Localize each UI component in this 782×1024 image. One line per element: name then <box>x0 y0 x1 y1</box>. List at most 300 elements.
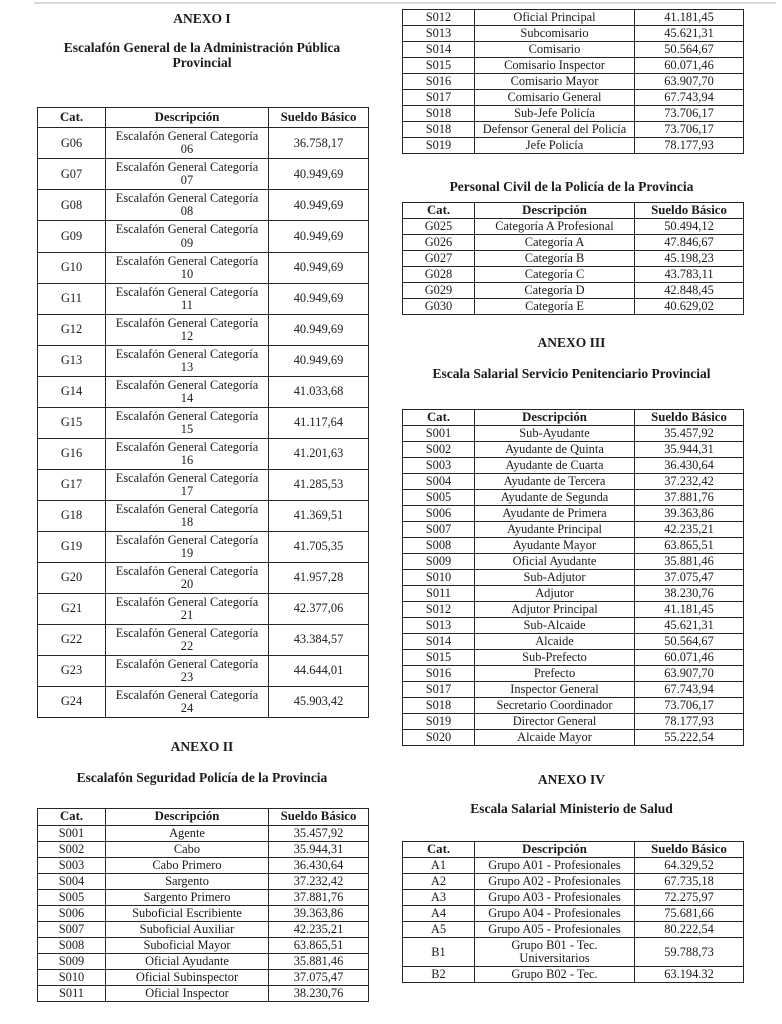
table-row <box>403 714 744 730</box>
table-row <box>38 345 369 376</box>
cell-cat: S018 <box>403 122 475 138</box>
cell-desc: Sub-Adjutor <box>475 570 635 586</box>
cell-desc: Adjutor Principal <box>475 602 635 618</box>
cell-cat: G06 <box>38 128 106 159</box>
table-row <box>38 283 369 314</box>
cell-sueldo: 35.944,31 <box>269 841 369 857</box>
cell-desc: Escalafón General Categoría 22 <box>106 624 269 655</box>
column-header: Descripción <box>475 409 635 425</box>
table-row <box>403 299 744 315</box>
cell-cat: S012 <box>403 10 475 26</box>
table-row <box>38 500 369 531</box>
cell-cat: G23 <box>38 655 106 686</box>
cell-desc: Grupo A02 - Profesionales <box>475 874 635 890</box>
anexo-iv-heading <box>400 772 743 788</box>
table-row <box>38 221 369 252</box>
cell-desc: Subcomisario <box>475 26 635 42</box>
table-row <box>403 938 744 967</box>
column-header: Cat. <box>403 841 475 857</box>
cell-cat: S008 <box>403 538 475 554</box>
cell-desc: Suboficial Escribiente <box>106 905 269 921</box>
table-row <box>38 593 369 624</box>
cell-desc: Adjutor <box>475 586 635 602</box>
table-row <box>38 438 369 469</box>
cell-sueldo: 37.075,47 <box>635 570 744 586</box>
table-row <box>403 251 744 267</box>
cell-desc: Comisario General <box>475 90 635 106</box>
column-header: Descripción <box>106 809 269 825</box>
table-row <box>403 602 744 618</box>
column-header: Sueldo Básico <box>269 107 369 127</box>
cell-cat: A1 <box>403 858 475 874</box>
cell-sueldo: 50.564,67 <box>635 634 744 650</box>
cell-sueldo: 41.181,45 <box>635 10 744 26</box>
column-header: Sueldo Básico <box>269 809 369 825</box>
cell-desc: Oficial Ayudante <box>106 953 269 969</box>
heading-line: ANEXO I <box>173 11 231 26</box>
cell-sueldo: 60.071,46 <box>635 58 744 74</box>
cell-cat: G028 <box>403 267 475 283</box>
cell-desc: Oficial Subinspector <box>106 969 269 985</box>
column-header: Cat. <box>38 809 106 825</box>
cell-cat: G11 <box>38 283 106 314</box>
table-row <box>403 106 744 122</box>
cell-desc: Escalafón General Categoría 18 <box>106 500 269 531</box>
cell-sueldo: 38.230,76 <box>635 586 744 602</box>
cell-desc: Sargento Primero <box>106 889 269 905</box>
anexo-i-heading <box>36 11 368 27</box>
anexo-ii-subtitle <box>36 770 368 786</box>
heading-line: Escalafón Seguridad Policía de la Provincia <box>76 769 328 785</box>
cell-sueldo: 36.430,64 <box>269 857 369 873</box>
anexo-ii-table-part2 <box>402 9 744 154</box>
cell-cat: G19 <box>38 531 106 562</box>
table-row <box>38 562 369 593</box>
cell-cat: S002 <box>38 841 106 857</box>
cell-sueldo: 72.275,97 <box>635 890 744 906</box>
cell-cat: S014 <box>403 42 475 58</box>
cell-sueldo: 50.494,12 <box>635 219 744 235</box>
table-row <box>38 937 369 953</box>
cell-sueldo: 35.944,31 <box>635 442 744 458</box>
table-row <box>38 985 369 1001</box>
cell-sueldo: 43.783,11 <box>635 267 744 283</box>
cell-sueldo: 36.758,17 <box>269 128 369 159</box>
cell-desc: Agente <box>106 825 269 841</box>
table-row <box>38 841 369 857</box>
cell-desc: Oficial Inspector <box>106 985 269 1001</box>
column-header: Descripción <box>106 107 269 127</box>
cell-desc: Suboficial Auxiliar <box>106 921 269 937</box>
column-header: Sueldo Básico <box>635 202 744 218</box>
cell-sueldo: 67.743,94 <box>635 682 744 698</box>
cell-cat: S016 <box>403 666 475 682</box>
header-row <box>403 409 744 425</box>
table-row <box>403 42 744 58</box>
cell-sueldo: 41.369,51 <box>269 500 369 531</box>
table-row <box>38 624 369 655</box>
cell-cat: G20 <box>38 562 106 593</box>
table-row <box>403 219 744 235</box>
cell-desc: Comisario Mayor <box>475 74 635 90</box>
cell-desc: Escalafón General Categoría 06 <box>106 128 269 159</box>
cell-cat: G21 <box>38 593 106 624</box>
cell-cat: S008 <box>38 937 106 953</box>
cell-cat: G24 <box>38 686 106 717</box>
heading-line: Escalafón General de la Administración Pública <box>63 39 341 55</box>
cell-desc: Escalafón General Categoría 12 <box>106 314 269 345</box>
cell-desc: Ayudante Mayor <box>475 538 635 554</box>
column-header: Descripción <box>475 202 635 218</box>
cell-cat: G15 <box>38 407 106 438</box>
cell-cat: G026 <box>403 235 475 251</box>
table-row <box>38 825 369 841</box>
cell-desc: Ayudante de Cuarta <box>475 458 635 474</box>
cell-sueldo: 67.735,18 <box>635 874 744 890</box>
cell-desc: Escalafón General Categoría 17 <box>106 469 269 500</box>
table-row <box>38 531 369 562</box>
cell-cat: G22 <box>38 624 106 655</box>
anexo-iv-subtitle <box>400 801 743 817</box>
table-row <box>403 442 744 458</box>
cell-desc: Categoría B <box>475 251 635 267</box>
cell-cat: S009 <box>38 953 106 969</box>
cell-cat: S016 <box>403 74 475 90</box>
table-row <box>38 407 369 438</box>
cell-sueldo: 40.949,69 <box>269 252 369 283</box>
cell-desc: Secretario Coordinador <box>475 698 635 714</box>
cell-sueldo: 63.865,51 <box>269 937 369 953</box>
table-row <box>403 10 744 26</box>
cell-desc: Ayudante Principal <box>475 522 635 538</box>
cell-cat: G030 <box>403 299 475 315</box>
cell-cat: S004 <box>38 873 106 889</box>
cell-desc: Sub-Alcaide <box>475 618 635 634</box>
header-row <box>38 107 369 127</box>
table-row <box>403 522 744 538</box>
cell-desc: Escalafón General Categoría 20 <box>106 562 269 593</box>
cell-desc: Escalafón General Categoría 08 <box>106 190 269 221</box>
cell-sueldo: 44.644,01 <box>269 655 369 686</box>
table-row <box>38 159 369 190</box>
cell-sueldo: 67.743,94 <box>635 90 744 106</box>
heading-line: Provincial <box>172 55 232 71</box>
table-row <box>403 538 744 554</box>
table-row <box>403 890 744 906</box>
cell-cat: S003 <box>403 458 475 474</box>
heading-line: ANEXO IV <box>537 772 606 788</box>
table-row <box>38 905 369 921</box>
cell-sueldo: 63.907,70 <box>635 666 744 682</box>
anexo-i-table <box>37 107 369 718</box>
cell-cat: S001 <box>403 426 475 442</box>
cell-sueldo: 50.564,67 <box>635 42 744 58</box>
cell-sueldo: 42.235,21 <box>269 921 369 937</box>
cell-cat: G08 <box>38 190 106 221</box>
cell-cat: B1 <box>403 938 475 967</box>
cell-sueldo: 41.285,53 <box>269 469 369 500</box>
cell-sueldo: 63.907,70 <box>635 74 744 90</box>
cell-cat: G07 <box>38 159 106 190</box>
table-row <box>403 858 744 874</box>
cell-sueldo: 40.949,69 <box>269 314 369 345</box>
cell-sueldo: 39.363,86 <box>635 506 744 522</box>
cell-cat: S005 <box>403 490 475 506</box>
cell-cat: A3 <box>403 890 475 906</box>
cell-desc: Jefe Policía <box>475 138 635 154</box>
table-row <box>38 469 369 500</box>
column-header: Cat. <box>403 409 475 425</box>
cell-sueldo: 35.457,92 <box>635 426 744 442</box>
cell-sueldo: 45.621,31 <box>635 618 744 634</box>
cell-desc: Escalafón General Categoría 11 <box>106 283 269 314</box>
cell-sueldo: 41.957,28 <box>269 562 369 593</box>
cell-cat: S001 <box>38 825 106 841</box>
table-row <box>403 874 744 890</box>
cell-desc: Director General <box>475 714 635 730</box>
cell-cat: A5 <box>403 922 475 938</box>
cell-sueldo: 40.949,69 <box>269 159 369 190</box>
cell-cat: S019 <box>403 714 475 730</box>
cell-desc: Prefecto <box>475 666 635 682</box>
cell-cat: S003 <box>38 857 106 873</box>
table-row <box>403 730 744 746</box>
cell-desc: Categoría A Profesional <box>475 219 635 235</box>
table-row <box>38 252 369 283</box>
cell-cat: S006 <box>403 506 475 522</box>
cell-sueldo: 42.377,06 <box>269 593 369 624</box>
cell-cat: S010 <box>403 570 475 586</box>
cell-cat: S007 <box>38 921 106 937</box>
cell-sueldo: 47.846,67 <box>635 235 744 251</box>
cell-desc: Grupo A05 - Profesionales <box>475 922 635 938</box>
cell-desc: Escalafón General Categoría 19 <box>106 531 269 562</box>
cell-sueldo: 73.706,17 <box>635 106 744 122</box>
personal-civil-heading <box>400 179 743 195</box>
table-row <box>38 190 369 221</box>
cell-sueldo: 37.232,42 <box>269 873 369 889</box>
cell-sueldo: 78.177,93 <box>635 138 744 154</box>
cell-sueldo: 43.384,57 <box>269 624 369 655</box>
table-row <box>403 235 744 251</box>
cell-cat: S014 <box>403 634 475 650</box>
cell-cat: G13 <box>38 345 106 376</box>
cell-cat: S004 <box>403 474 475 490</box>
cell-desc: Grupo A03 - Profesionales <box>475 890 635 906</box>
cell-desc: Escalafón General Categoría 21 <box>106 593 269 624</box>
cell-desc: Escalafón General Categoría 07 <box>106 159 269 190</box>
cell-desc: Categoría D <box>475 283 635 299</box>
cell-sueldo: 37.232,42 <box>635 474 744 490</box>
anexo-iii-table <box>402 409 744 747</box>
cell-cat: S005 <box>38 889 106 905</box>
table-row <box>403 58 744 74</box>
cell-sueldo: 42.235,21 <box>635 522 744 538</box>
table-row <box>38 655 369 686</box>
cell-sueldo: 40.949,69 <box>269 345 369 376</box>
anexo-i-subtitle <box>36 40 368 71</box>
anexo-iii-heading <box>400 335 743 351</box>
cell-sueldo: 41.033,68 <box>269 376 369 407</box>
cell-desc: Escalafón General Categoría 24 <box>106 686 269 717</box>
table-row <box>403 682 744 698</box>
table-row <box>403 650 744 666</box>
cell-sueldo: 63.865,51 <box>635 538 744 554</box>
cell-desc: Sub-Prefecto <box>475 650 635 666</box>
cell-cat: S018 <box>403 698 475 714</box>
cell-cat: A2 <box>403 874 475 890</box>
cell-cat: S017 <box>403 682 475 698</box>
cell-desc: Oficial Principal <box>475 10 635 26</box>
cell-desc: Inspector General <box>475 682 635 698</box>
cell-sueldo: 40.949,69 <box>269 283 369 314</box>
cell-desc: Ayudante de Tercera <box>475 474 635 490</box>
cell-sueldo: 73.706,17 <box>635 122 744 138</box>
cell-desc: Categoría E <box>475 299 635 315</box>
cell-sueldo: 36.430,64 <box>635 458 744 474</box>
cell-sueldo: 55.222,54 <box>635 730 744 746</box>
cell-desc: Escalafón General Categoría 09 <box>106 221 269 252</box>
anexo-iv-table <box>402 841 744 984</box>
table-row <box>403 570 744 586</box>
cell-cat: S015 <box>403 650 475 666</box>
cell-sueldo: 35.457,92 <box>269 825 369 841</box>
cell-cat: S011 <box>403 586 475 602</box>
cell-desc: Grupo B01 - Tec. Universitarios <box>475 938 635 967</box>
cell-cat: S006 <box>38 905 106 921</box>
table-row <box>403 267 744 283</box>
column-header: Sueldo Básico <box>635 409 744 425</box>
cell-sueldo: 64.329,52 <box>635 858 744 874</box>
cell-desc: Grupo A04 - Profesionales <box>475 906 635 922</box>
cell-cat: G027 <box>403 251 475 267</box>
cell-cat: S018 <box>403 106 475 122</box>
cell-desc: Categoría A <box>475 235 635 251</box>
cell-cat: G025 <box>403 219 475 235</box>
cell-sueldo: 35.881,46 <box>635 554 744 570</box>
cell-sueldo: 80.222,54 <box>635 922 744 938</box>
cell-desc: Alcaide Mayor <box>475 730 635 746</box>
cell-desc: Sargento <box>106 873 269 889</box>
cell-sueldo: 45.198,23 <box>635 251 744 267</box>
table-row <box>403 122 744 138</box>
cell-cat: G12 <box>38 314 106 345</box>
table-row <box>403 26 744 42</box>
table-row <box>403 474 744 490</box>
cell-sueldo: 37.881,76 <box>269 889 369 905</box>
table-row <box>38 921 369 937</box>
cell-desc: Suboficial Mayor <box>106 937 269 953</box>
column-header: Descripción <box>475 841 635 857</box>
table-row <box>403 634 744 650</box>
header-row <box>403 841 744 857</box>
table-row <box>403 922 744 938</box>
cell-cat: S010 <box>38 969 106 985</box>
cell-cat: S017 <box>403 90 475 106</box>
cell-cat: G029 <box>403 283 475 299</box>
table-row <box>403 586 744 602</box>
cell-desc: Escalafón General Categoría 23 <box>106 655 269 686</box>
cell-cat: S011 <box>38 985 106 1001</box>
cell-cat: G10 <box>38 252 106 283</box>
cell-desc: Alcaide <box>475 634 635 650</box>
cell-sueldo: 37.881,76 <box>635 490 744 506</box>
cell-desc: Grupo A01 - Profesionales <box>475 858 635 874</box>
table-row <box>403 618 744 634</box>
cell-sueldo: 75.681,66 <box>635 906 744 922</box>
table-row <box>38 889 369 905</box>
cell-cat: S002 <box>403 442 475 458</box>
table-row <box>403 458 744 474</box>
cell-cat: A4 <box>403 906 475 922</box>
cell-desc: Defensor General del Policía <box>475 122 635 138</box>
heading-line: Escala Salarial Servicio Penitenciario Provincial <box>432 365 711 381</box>
anexo-ii-heading <box>36 739 368 755</box>
cell-cat: G09 <box>38 221 106 252</box>
left-column <box>36 0 368 1002</box>
cell-cat: G16 <box>38 438 106 469</box>
cell-sueldo: 40.949,69 <box>269 221 369 252</box>
cell-desc: Escalafón General Categoría 15 <box>106 407 269 438</box>
cell-cat: S019 <box>403 138 475 154</box>
cell-desc: Escalafón General Categoría 10 <box>106 252 269 283</box>
cell-desc: Comisario Inspector <box>475 58 635 74</box>
cell-sueldo: 39.363,86 <box>269 905 369 921</box>
cell-sueldo: 40.629,02 <box>635 299 744 315</box>
table-row <box>403 74 744 90</box>
table-row <box>38 857 369 873</box>
cell-cat: S015 <box>403 58 475 74</box>
heading-line: Personal Civil de la Policía de la Provincia <box>449 179 694 195</box>
cell-cat: S020 <box>403 730 475 746</box>
cell-cat: B2 <box>403 967 475 983</box>
table-row <box>403 967 744 983</box>
cell-cat: S012 <box>403 602 475 618</box>
table-row <box>403 426 744 442</box>
table-row <box>403 666 744 682</box>
cell-sueldo: 59.788,73 <box>635 938 744 967</box>
heading-line: ANEXO II <box>170 738 234 754</box>
cell-cat: S007 <box>403 522 475 538</box>
cell-sueldo: 41.181,45 <box>635 602 744 618</box>
anexo-ii-table-part1 <box>37 808 369 1002</box>
table-row <box>38 686 369 717</box>
cell-cat: G14 <box>38 376 106 407</box>
cell-desc: Grupo B02 - Tec. <box>475 967 635 983</box>
heading-line: ANEXO III <box>537 335 606 351</box>
table-row <box>38 376 369 407</box>
cell-desc: Ayudante de Quinta <box>475 442 635 458</box>
cell-sueldo: 37.075,47 <box>269 969 369 985</box>
cell-cat: G18 <box>38 500 106 531</box>
cell-desc: Sub-Jefe Policía <box>475 106 635 122</box>
cell-sueldo: 35.881,46 <box>269 953 369 969</box>
cell-cat: S009 <box>403 554 475 570</box>
cell-desc: Sub-Ayudante <box>475 426 635 442</box>
cell-sueldo: 60.071,46 <box>635 650 744 666</box>
heading-line: Escala Salarial Ministerio de Salud <box>470 801 673 817</box>
cell-sueldo: 38.230,76 <box>269 985 369 1001</box>
cell-desc: Ayudante de Segunda <box>475 490 635 506</box>
table-row <box>38 873 369 889</box>
cell-sueldo: 78.177,93 <box>635 714 744 730</box>
cell-desc: Cabo Primero <box>106 857 269 873</box>
table-row <box>403 698 744 714</box>
cell-desc: Escalafón General Categoría 14 <box>106 376 269 407</box>
cell-sueldo: 42.848,45 <box>635 283 744 299</box>
right-column <box>400 0 743 983</box>
table-row <box>403 138 744 154</box>
